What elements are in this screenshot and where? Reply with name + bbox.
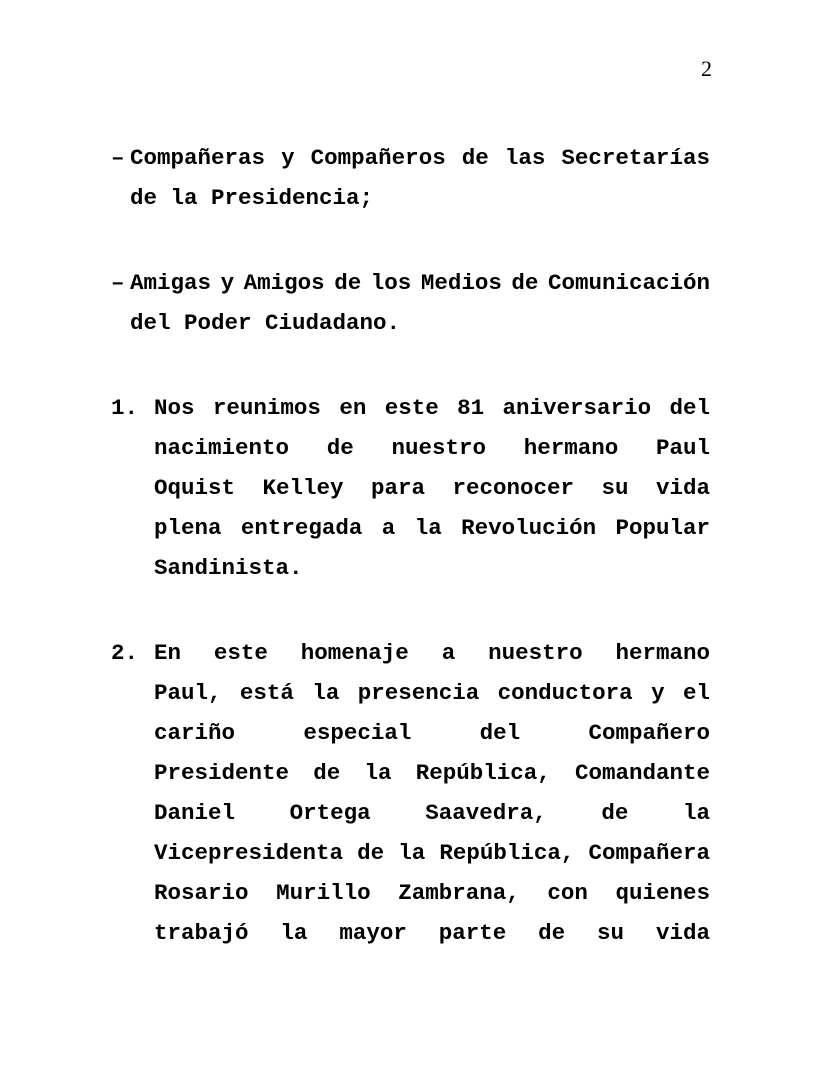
text-line: Presidente de la República, Comandante [154,760,710,786]
bullet-item [111,138,710,218]
document-body [111,138,710,998]
text-line: En este homenaje a nuestro hermano [154,640,710,666]
item-number-marker: 2. [111,640,139,666]
page-number: 2 [701,56,712,81]
item-number-marker: 1. [111,395,139,421]
text-line: Vicepresidenta de la República, Compañera [154,840,710,866]
text-line: Sandinista. [154,555,303,581]
text-line: nacimiento de nuestro hermano Paul [154,435,710,461]
text-line: cariño especial del Compañero [154,720,710,746]
text-line: Rosario Murillo Zambrana, con quienes [154,880,710,906]
numbered-item [111,633,710,953]
text-line: Amigas y Amigos de los Medios de Comunicación [130,270,710,296]
text-line: Daniel Ortega Saavedra, de la [154,800,710,826]
bullet-item [111,263,710,343]
bullet-dash-marker: – [111,270,125,296]
text-line: Compañeras y Compañeros de las Secretarías [130,145,710,171]
bullet-dash-marker: – [111,145,125,171]
text-line: del Poder Ciudadano. [130,310,401,336]
text-line: trabajó la mayor parte de su vida [154,920,710,946]
numbered-item [111,388,710,588]
text-line: Oquist Kelley para reconocer su vida [154,475,710,501]
text-line: Paul, está la presencia conductora y el [154,680,710,706]
text-line: Nos reunimos en este 81 aniversario del [154,395,710,421]
text-line: plena entregada a la Revolución Popular [154,515,710,541]
text-line: de la Presidencia; [130,185,374,211]
